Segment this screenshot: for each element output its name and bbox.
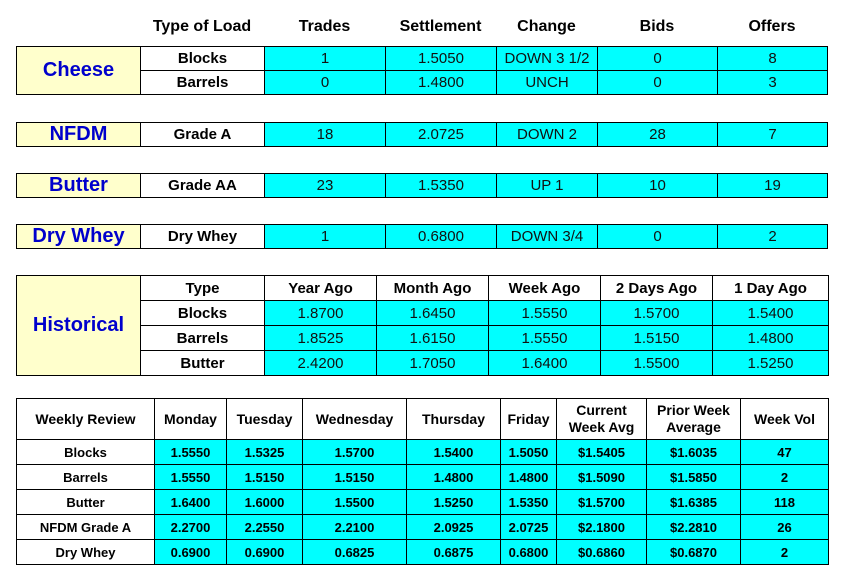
table-cell: 1.4800 [501,465,557,490]
header-bids: Bids [639,18,675,35]
column-header: Current Week Avg [557,399,647,440]
table-cell: 1.5250 [407,490,501,515]
butter-table [16,173,828,198]
column-header: Weekly Review [17,399,155,440]
column-header: Thursday [407,399,501,440]
trades-cell: 1 [265,47,386,71]
table-cell: 1.5550 [155,465,227,490]
table-cell: $1.5850 [647,465,741,490]
load-type: Grade A [141,123,265,147]
table-cell: 0.6875 [407,540,501,565]
row-label: Butter [141,351,265,376]
cheese-table [16,46,828,95]
table-cell: 1.4800 [407,465,501,490]
table-cell: 0.6900 [227,540,303,565]
table-row [17,490,829,515]
table-cell: 2 [741,540,829,565]
column-header: Month Ago [377,276,489,301]
table-cell: 2 [741,465,829,490]
row-label: Barrels [17,465,155,490]
table-cell: 1.5700 [303,440,407,465]
trades-cell: 1 [265,225,386,249]
dry-whey-title: Dry Whey [17,225,141,249]
table-cell: 1.5400 [713,301,829,326]
table-row [17,399,829,440]
change-cell: DOWN 2 [497,123,598,147]
table-row [17,515,829,540]
table-cell: 26 [741,515,829,540]
table-row [17,440,829,465]
table-cell: 1.6450 [377,301,489,326]
column-header: 1 Day Ago [713,276,829,301]
table-row [17,47,828,71]
column-header: 2 Days Ago [601,276,713,301]
table-cell: 1.5150 [227,465,303,490]
table-row [17,123,828,147]
table-cell: 1.5400 [407,440,501,465]
table-cell: 1.6400 [489,351,601,376]
bids-cell: 10 [598,174,718,198]
bids-cell: 0 [598,225,718,249]
table-row [17,465,829,490]
header-type-of-load: Type of Load [152,18,252,35]
table-cell: $1.5090 [557,465,647,490]
table-cell: $0.6870 [647,540,741,565]
column-header: Type [141,276,265,301]
table-row [17,225,828,249]
offers-cell: 8 [718,47,828,71]
table-cell: 1.5700 [601,301,713,326]
table-cell: 0.6800 [501,540,557,565]
table-cell: 2.2700 [155,515,227,540]
row-label: Blocks [17,440,155,465]
offers-cell: 19 [718,174,828,198]
table-cell: $2.1800 [557,515,647,540]
table-cell: 47 [741,440,829,465]
table-cell: $0.6860 [557,540,647,565]
table-cell: 1.5150 [303,465,407,490]
butter-title: Butter [17,174,141,198]
table-cell: 1.5500 [303,490,407,515]
table-cell: $2.2810 [647,515,741,540]
trades-cell: 23 [265,174,386,198]
table-cell: $1.5405 [557,440,647,465]
change-cell: DOWN 3 1/2 [497,47,598,71]
change-cell: UP 1 [497,174,598,198]
load-type: Barrels [141,71,265,95]
column-header: Wednesday [303,399,407,440]
table-cell: 1.5550 [155,440,227,465]
historical-table [16,275,829,376]
offers-cell: 7 [718,123,828,147]
nfdm-title: NFDM [17,123,141,147]
offers-cell: 2 [718,225,828,249]
dry-whey-table [16,224,828,249]
table-cell: 1.5050 [501,440,557,465]
cheese-title: Cheese [17,47,141,95]
row-label: Dry Whey [17,540,155,565]
change-cell: DOWN 3/4 [497,225,598,249]
table-cell: 0.6825 [303,540,407,565]
table-cell: 2.2100 [303,515,407,540]
load-type: Grade AA [141,174,265,198]
table-cell: 1.8525 [265,326,377,351]
row-label: Barrels [141,326,265,351]
row-label: NFDM Grade A [17,515,155,540]
column-header: Prior Week Average [647,399,741,440]
column-header: Year Ago [265,276,377,301]
trades-cell: 0 [265,71,386,95]
column-header: Week Ago [489,276,601,301]
table-cell: 2.4200 [265,351,377,376]
table-row [17,540,829,565]
row-label: Blocks [141,301,265,326]
table-cell: 1.5550 [489,301,601,326]
table-cell: 1.6150 [377,326,489,351]
row-label: Butter [17,490,155,515]
table-cell: 1.6400 [155,490,227,515]
settlement-cell: 1.5050 [386,47,497,71]
settlement-cell: 1.5350 [386,174,497,198]
table-cell: 2.0925 [407,515,501,540]
table-cell: 1.5350 [501,490,557,515]
header-trades: Trades [298,18,351,35]
table-row [17,276,829,301]
table-cell: 1.8700 [265,301,377,326]
load-type: Dry Whey [141,225,265,249]
bids-cell: 0 [598,47,718,71]
table-cell: 1.5150 [601,326,713,351]
load-type: Blocks [141,47,265,71]
offers-cell: 3 [718,71,828,95]
table-cell: 1.5325 [227,440,303,465]
header-settlement: Settlement [399,18,482,35]
column-header: Monday [155,399,227,440]
table-cell: $1.6385 [647,490,741,515]
column-header: Week Vol [741,399,829,440]
table-cell: 1.5550 [489,326,601,351]
table-cell: 1.6000 [227,490,303,515]
settlement-cell: 0.6800 [386,225,497,249]
settlement-cell: 2.0725 [386,123,497,147]
table-cell: 1.4800 [713,326,829,351]
change-cell: UNCH [497,71,598,95]
weekly-review-table [16,398,829,565]
table-cell: 1.5500 [601,351,713,376]
table-cell: $1.5700 [557,490,647,515]
settlement-cell: 1.4800 [386,71,497,95]
table-cell: 2.0725 [501,515,557,540]
column-header: Friday [501,399,557,440]
header-offers: Offers [748,18,796,35]
header-change: Change [517,18,576,35]
bids-cell: 28 [598,123,718,147]
table-row [17,174,828,198]
table-cell: 0.6900 [155,540,227,565]
nfdm-table [16,122,828,147]
trades-cell: 18 [265,123,386,147]
bids-cell: 0 [598,71,718,95]
column-header: Tuesday [227,399,303,440]
historical-title: Historical [17,276,141,376]
table-cell: 118 [741,490,829,515]
table-cell: 1.5250 [713,351,829,376]
table-cell: 1.7050 [377,351,489,376]
table-cell: $1.6035 [647,440,741,465]
table-cell: 2.2550 [227,515,303,540]
